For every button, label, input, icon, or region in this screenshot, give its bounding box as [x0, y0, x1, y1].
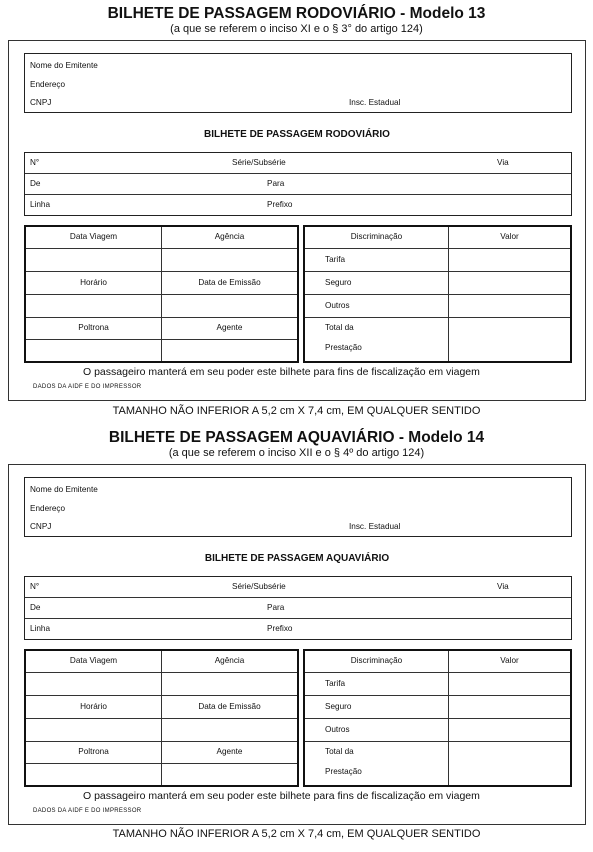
- m13-right-row-divider: [305, 271, 570, 272]
- m13-info-divider: [25, 173, 571, 174]
- m14-nome-emitente-label: Nome do Emitente: [30, 485, 98, 494]
- m13-data-viagem-label: Data Viagem: [69, 232, 118, 241]
- m14-emitente-box: [24, 477, 572, 537]
- m13-right-table: [303, 225, 572, 363]
- m13-left-row-divider: [26, 294, 297, 295]
- m14-agente-label: Agente: [216, 747, 243, 756]
- m14-notice: O passageiro manterá em seu poder este bilhete para fins de fiscalização em viagem: [83, 790, 480, 802]
- m13-info-box: [24, 152, 572, 216]
- m14-data-viagem-label: Data Viagem: [69, 656, 118, 665]
- m14-cnpj-label: CNPJ: [30, 522, 52, 531]
- m14-left-row-divider: [26, 718, 297, 719]
- m13-para-label: Para: [267, 179, 285, 188]
- m13-data-emissao-label: Data de Emissão: [198, 278, 261, 287]
- m13-section-title: BILHETE DE PASSAGEM RODOVIÁRIO: [204, 129, 390, 140]
- m13-info-divider: [25, 194, 571, 195]
- m14-info-divider: [25, 597, 571, 598]
- m14-right-row-divider: [305, 695, 570, 696]
- m13-emitente-box: [24, 53, 572, 113]
- m13-left-table: [24, 225, 299, 363]
- m13-seguro-label: Seguro: [325, 278, 352, 287]
- m13-right-row-divider: [305, 294, 570, 295]
- m13-subtitle: (a que se referem o inciso XI e o § 3° do artigo 124): [170, 23, 423, 35]
- m13-endereco-label: Endereço: [30, 80, 66, 89]
- m14-section-title: BILHETE DE PASSAGEM AQUAVIÁRIO: [204, 553, 390, 564]
- m13-right-row-divider: [305, 248, 570, 249]
- m13-agente-label: Agente: [216, 323, 243, 332]
- m13-right-row-divider: [305, 317, 570, 318]
- m13-poltrona-label: Poltrona: [78, 323, 109, 332]
- m13-title: BILHETE DE PASSAGEM RODOVIÁRIO - Modelo 13: [107, 5, 486, 22]
- m14-poltrona-label: Poltrona: [78, 747, 109, 756]
- m14-subtitle: (a que se referem o inciso XII e o § 4º do artigo 124): [168, 447, 425, 459]
- m14-right-table: [303, 649, 572, 787]
- m13-ticket-form: [8, 40, 586, 401]
- m13-notice: O passageiro manterá em seu poder este bilhete para fins de fiscalização em viagem: [83, 366, 480, 378]
- m14-left-table: [24, 649, 299, 787]
- m14-prefixo-label: Prefixo: [267, 624, 293, 633]
- m13-agencia-label: Agência: [214, 232, 245, 241]
- m14-aidf-label: DADOS DA AIDF E DO IMPRESSOR: [33, 808, 142, 814]
- m14-endereco-label: Endereço: [30, 504, 66, 513]
- m14-outros-label: Outros: [325, 725, 350, 734]
- m14-agencia-label: Agência: [214, 656, 245, 665]
- m14-discriminacao-label: Discriminação: [350, 656, 403, 665]
- m13-outros-label: Outros: [325, 301, 350, 310]
- m14-numero-label: N°: [30, 582, 40, 591]
- m13-valor-label: Valor: [500, 232, 519, 241]
- m13-prefixo-label: Prefixo: [267, 200, 293, 209]
- m14-right-row-divider: [305, 718, 570, 719]
- m14-prestacao-label: Prestação: [325, 767, 362, 776]
- m13-insc-estadual-label: Insc. Estadual: [349, 98, 401, 107]
- m13-left-row-divider: [26, 271, 297, 272]
- m13-nome-emitente-label: Nome do Emitente: [30, 61, 98, 70]
- m14-seguro-label: Seguro: [325, 702, 352, 711]
- m13-left-row-divider: [26, 317, 297, 318]
- m14-left-row-divider: [26, 695, 297, 696]
- m14-total-label: Total da: [325, 747, 354, 756]
- m14-right-row-divider: [305, 741, 570, 742]
- m14-para-label: Para: [267, 603, 285, 612]
- m13-serie-label: Série/Subsérie: [232, 158, 286, 167]
- m13-prestacao-label: Prestação: [325, 343, 362, 352]
- m14-info-box: [24, 576, 572, 640]
- m13-cnpj-label: CNPJ: [30, 98, 52, 107]
- m13-total-label: Total da: [325, 323, 354, 332]
- m13-horario-label: Horário: [80, 278, 107, 287]
- m14-via-label: Via: [497, 582, 509, 591]
- m13-size-note: TAMANHO NÃO INFERIOR A 5,2 cm X 7,4 cm, EM QUALQUER SENTIDO: [112, 405, 481, 417]
- m14-ticket-form: [8, 464, 586, 825]
- m14-tarifa-label: Tarifa: [325, 679, 346, 688]
- m14-linha-label: Linha: [30, 624, 51, 633]
- m14-left-row-divider: [26, 672, 297, 673]
- m13-discriminacao-label: Discriminação: [350, 232, 403, 241]
- m14-left-row-divider: [26, 741, 297, 742]
- m13-left-row-divider: [26, 339, 297, 340]
- m13-linha-label: Linha: [30, 200, 51, 209]
- m13-tarifa-label: Tarifa: [325, 255, 346, 264]
- m14-horario-label: Horário: [80, 702, 107, 711]
- m13-left-row-divider: [26, 248, 297, 249]
- m14-data-emissao-label: Data de Emissão: [198, 702, 261, 711]
- m14-serie-label: Série/Subsérie: [232, 582, 286, 591]
- m13-de-label: De: [30, 179, 41, 188]
- m13-via-label: Via: [497, 158, 509, 167]
- m14-de-label: De: [30, 603, 41, 612]
- m13-numero-label: N°: [30, 158, 40, 167]
- m14-title: BILHETE DE PASSAGEM AQUAVIÁRIO - Modelo 14: [108, 429, 485, 446]
- m14-valor-label: Valor: [500, 656, 519, 665]
- m14-right-row-divider: [305, 672, 570, 673]
- m14-left-row-divider: [26, 763, 297, 764]
- m14-insc-estadual-label: Insc. Estadual: [349, 522, 401, 531]
- m13-aidf-label: DADOS DA AIDF E DO IMPRESSOR: [33, 384, 142, 390]
- m14-size-note: TAMANHO NÃO INFERIOR A 5,2 cm X 7,4 cm, EM QUALQUER SENTIDO: [112, 828, 481, 840]
- m14-info-divider: [25, 618, 571, 619]
